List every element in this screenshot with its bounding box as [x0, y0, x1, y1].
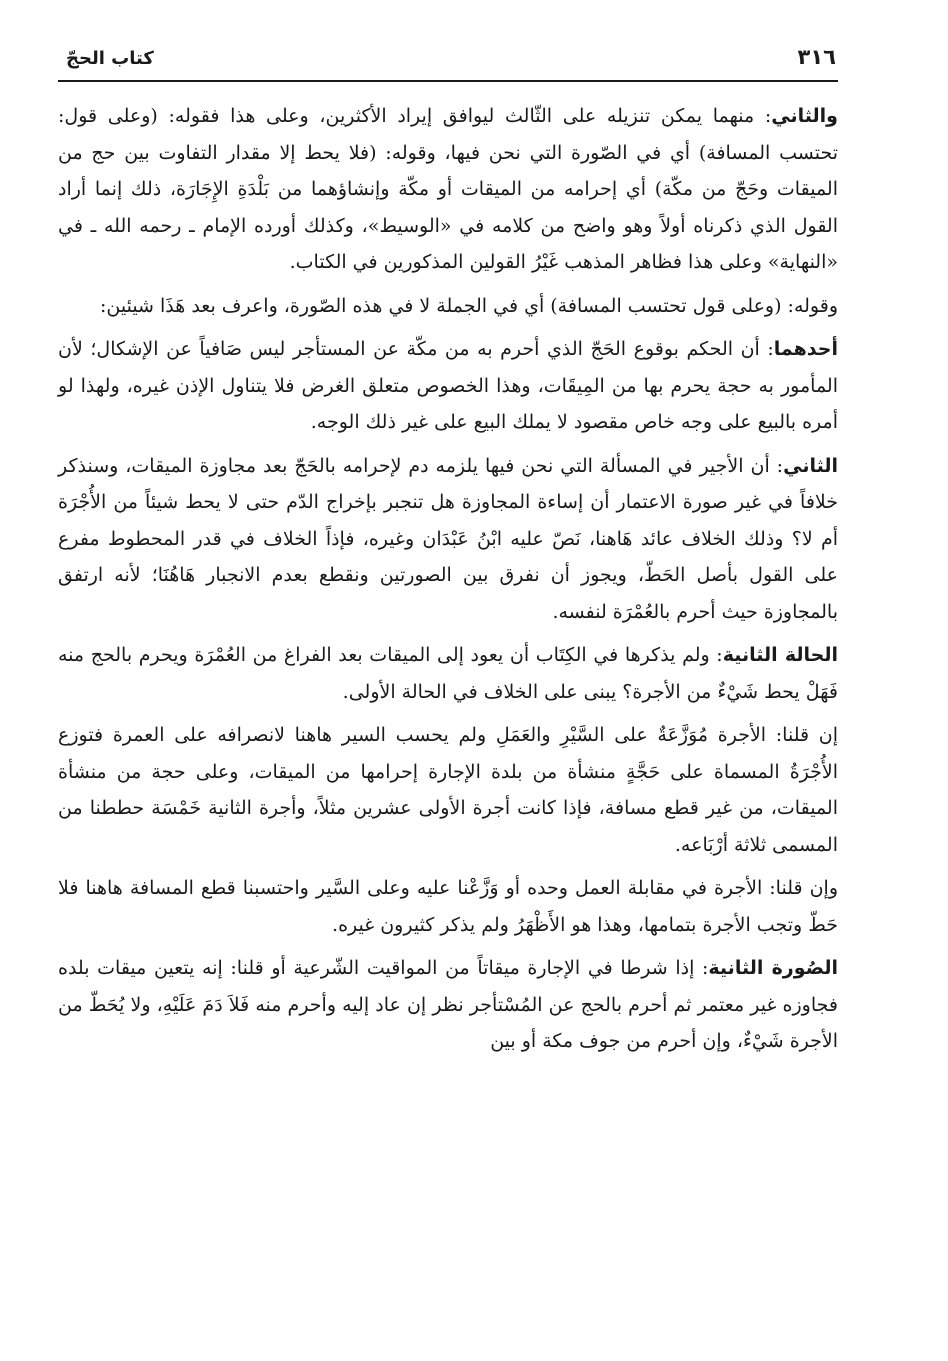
paragraph-text: إن قلنا: الأجرة مُوَزَّعَةٌ على السَّيْرِ والعَمَلِ ولم يحسب السير هاهنا لانصرافه على العمرة فتوزع الأُجْرَةُ المسماة على حَجَّةٍ منشأة من بلدة الإجارة إحرامها من الميقات، وعلى حجة من منشأة الميقات، من غير قطع مسافة، فإذا كانت أجرة الأولى عشرين مثلاً، وأجرة الثانية خَمْسَة حططنا من المسمى ثلاثة أرْبَاعه.	[58, 724, 838, 856]
paragraph-7	[58, 870, 838, 943]
paragraph-text: : إذا شرطا في الإجارة ميقاتاً من المواقيت الشّرعية أو قلنا: إنه يتعين ميقات بلده فجاوزه غير معتمر ثم أحرم بالحج عن المُسْتأجر نظر إن عاد إليه وأحرم منه فَلاَ دَمَ عَلَيْهِ، ولا يُحَطّ من الأجرة شَيْءٌ، وإن أحرم من جوف مكة أو بين	[58, 957, 838, 1052]
chapter-title: كتاب الحجّ	[66, 48, 154, 69]
paragraph-4	[58, 448, 838, 631]
paragraph-lead: الصُورة الثانية	[708, 957, 839, 979]
paragraph-lead: الثاني	[783, 454, 838, 477]
paragraph-2	[58, 288, 838, 325]
paragraph-6	[58, 717, 838, 863]
paragraph-text: : ولم يذكرها في الكِتَاب أن يعود إلى الميقات بعد الفراغ من العُمْرَة ويحرم بالحج منه فَهَلْ يحط شَيْءٌ من الأجرة؟ يبنى على الخلاف في الحالة الأولى.	[58, 644, 838, 703]
paragraph-lead: والثاني	[771, 105, 838, 127]
paragraph-lead: أحدهما	[773, 338, 838, 360]
paragraph-text: وقوله: (وعلى قول تحتسب المسافة) أي في الجملة لا في هذه الصّورة، واعرف بعد هَذَا شيئين:	[99, 294, 838, 317]
paragraph-8	[58, 950, 838, 1060]
paragraph-text: : منهما يمكن تنزيله على الثّالث ليوافق إيراد الأكثرين، وعلى هذا فقوله: (وعلى قول: تحتسب المسافة) أي في الصّورة التي نحن فيها، وقوله: (فلا يحط إلا مقدار التفاوت بين حج من الميقات وحَجّ من مكّة) أي إحرامه من الميقات أو مكّة وإنشاؤهما من بَلْدَةِ الإِجَارَة، ذلك إنما أراد القول الذي ذكرناه أولاً وهو واضح من كلامه في «الوسيط»، وكذلك أورده الإمام ـ رحمه الله ـ في «النهاية» وعلى هذا فظاهر المذهب غَيْرُ القولين المذكورين في الكتاب.	[58, 105, 838, 273]
running-header	[58, 30, 838, 68]
paragraph-lead: الحالة الثانية	[722, 644, 838, 666]
paragraph-text: : أن الأجير في المسألة التي نحن فيها يلزمه دم لإحرامه بالحَجّ بعد مجاوزة الميقات، وسنذكر خلافاً في غير صورة الاعتمار أن إساءة المجاوزة هل تنجبر بإخراج الدّم حتى لا يحط شيئاً من الأُجْرَة أم لا؟ وذلك الخلاف عائد هَاهنا، نَصّ عليه ابْنُ عَبْدَان وغيره، فإذاً الخلاف في قدر المحطوط مفرع على القول بأصل الحَطّ، ويجوز أن نفرق بين الصورتين ونقطع بعدم الانجبار هَاهُنَا؛ لأنه ارتفق بالمجاوزة حيث أحرم بالعُمْرَة لنفسه.	[58, 454, 838, 623]
paragraph-1	[58, 98, 838, 281]
paragraph-text: وإن قلنا: الأجرة في مقابلة العمل وحده أو وَزَّعْنا عليه وعلى السَّير واحتسبنا قطع المسافة هاهنا فلا حَطّ وتجب الأجرة بتمامها، وهذا هو الأَظْهَرُ ولم يذكر كثيرون غيره.	[58, 877, 838, 936]
page-number: ٣١٦	[797, 45, 836, 69]
header-divider	[58, 80, 838, 82]
book-page	[58, 30, 838, 1330]
body-text	[58, 98, 838, 1060]
paragraph-3	[58, 331, 838, 441]
paragraph-5	[58, 637, 838, 710]
paragraph-text: : أن الحكم بوقوع الحَجّ الذي أحرم به من مكّة عن المستأجر ليس صَافياً عن الإشكال؛ لأن المأمور به حجة يحرم بها من المِيقَات، وهذا الخصوص متعلق الغرض فلا يتناول الإذن غيره، ولهذا لو أمره بالبيع على وجه خاص مقصود لا يملك البيع على غير ذلك الوجه.	[58, 338, 838, 433]
